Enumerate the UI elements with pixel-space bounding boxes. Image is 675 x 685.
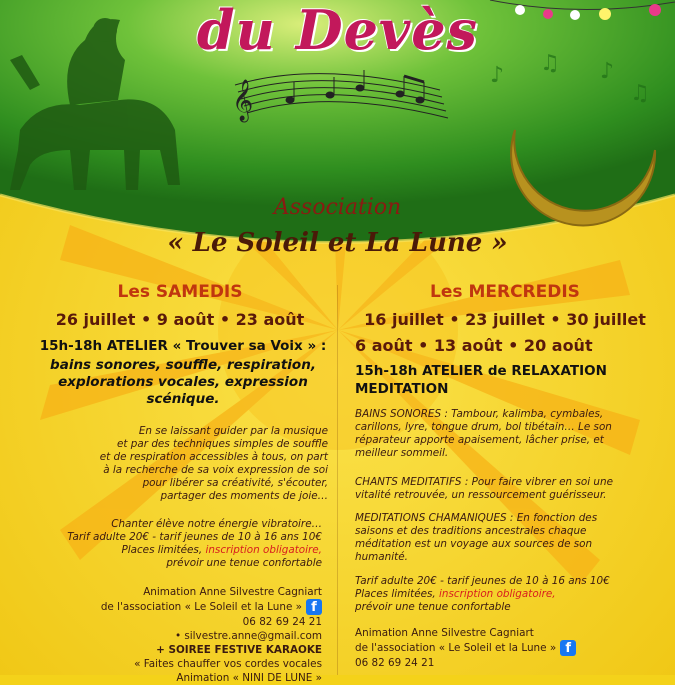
left-desc-line: bains sonores, souffle, respiration, <box>50 357 316 373</box>
left-energy: Chanter élève notre énergie vibratoire… <box>111 518 322 530</box>
right-tenue: prévoir une tenue confortable <box>355 601 511 613</box>
right-pricing <box>355 575 665 614</box>
right-medit-line: méditation est un voyage aux sources de son <box>355 538 593 550</box>
right-bains <box>355 408 665 460</box>
left-soiree: + SOIREE FESTIVE KARAOKE <box>156 644 322 656</box>
right-chants-line: vitalité retrouvée, un ressourcement guérisseur. <box>355 489 607 501</box>
facebook-icon[interactable]: f <box>560 640 576 656</box>
right-inscription: inscription obligatoire, <box>439 588 556 600</box>
left-contact <box>20 585 322 685</box>
svg-text:𝄞: 𝄞 <box>232 80 254 121</box>
association-name: « Le Soleil et La Lune » <box>167 228 508 258</box>
svg-text:♫: ♫ <box>630 81 650 106</box>
left-body-line: pour libérer sa créativité, s'écouter, <box>142 477 328 489</box>
page-title: du Devès <box>196 0 479 62</box>
association-label: Association <box>273 195 402 220</box>
right-bains-line: réparateur apporte apaisement, lâcher prise, et <box>355 434 604 446</box>
facebook-icon[interactable]: f <box>306 599 322 615</box>
left-places <box>20 544 322 557</box>
right-places-prefix: Places limitées, <box>355 588 440 600</box>
right-day-heading: Les MERCREDIS <box>430 282 580 302</box>
right-chants <box>355 476 665 502</box>
left-desc-line: scénique. <box>146 391 220 407</box>
left-assoc-text: de l'association « Le Soleil et la Lune » <box>100 601 302 613</box>
right-assoc-text: de l'association « Le Soleil et la Lune » <box>355 642 557 654</box>
right-bains-line: BAINS SONORES : Tambour, kalimba, cymbales, <box>355 408 604 420</box>
right-dates-2: 6 août • 13 août • 20 août <box>355 336 593 355</box>
right-animation: Animation Anne Silvestre Cagniart <box>355 627 534 639</box>
right-contact <box>355 626 665 670</box>
left-description <box>28 357 338 408</box>
right-assoc-line <box>355 640 665 656</box>
left-body-line: et par des techniques simples de souffle <box>117 438 328 450</box>
left-desc-line: explorations vocales, expression <box>58 374 308 390</box>
left-email[interactable]: • silvestre.anne@gmail.com <box>174 630 322 642</box>
left-cordes: « Faites chauffer vos cordes vocales <box>134 658 322 670</box>
left-body-line: à la recherche de sa voix expression de soi <box>103 464 328 476</box>
right-atelier-2: MEDITATION <box>355 381 449 397</box>
left-dates: 26 juillet • 9 août • 23 août <box>55 310 305 329</box>
right-tarif: Tarif adulte 20€ - tarif jeunes de 10 à 16 ans 10€ <box>355 575 610 587</box>
left-body <box>20 425 328 503</box>
right-bains-line: meilleur sommeil. <box>355 447 449 459</box>
left-day-heading: Les SAMEDIS <box>117 282 243 302</box>
left-tarif: Tarif adulte 20€ - tarif jeunes de 10 à 16 ans 10€ <box>67 531 322 543</box>
right-chants-line: CHANTS MEDITATIFS : Pour faire vibrer en soi une <box>355 476 613 488</box>
left-pricing <box>20 518 322 570</box>
left-assoc-line <box>20 599 322 615</box>
right-atelier-1: 15h-18h ATELIER de RELAXATION <box>355 363 607 379</box>
right-medit-line: MEDITATIONS CHAMANIQUES : En fonction des <box>355 512 598 524</box>
right-bains-line: carillons, lyre, tongue drum, bol tibétain… Le son <box>355 421 612 433</box>
left-animation: Animation Anne Silvestre Cagniart <box>143 586 322 598</box>
svg-text:♪: ♪ <box>600 59 615 84</box>
right-medit-line: humanité. <box>355 551 408 563</box>
right-medit-line: saisons et des traditions ancestrales chaque <box>355 525 587 537</box>
left-places-prefix: Places limitées, <box>121 544 206 556</box>
svg-text:♫: ♫ <box>540 51 560 76</box>
left-body-line: partager des moments de joie… <box>160 490 328 502</box>
left-body-line: En se laissant guider par la musique <box>138 425 328 437</box>
right-dates-1: 16 juillet • 23 juillet • 30 juillet <box>364 310 646 329</box>
right-places <box>355 588 665 601</box>
left-inscription: inscription obligatoire, <box>205 544 322 556</box>
right-medit <box>355 512 665 564</box>
left-body-line: et de respiration accessibles à tous, on part <box>99 451 328 463</box>
left-nini: Animation « NINI DE LUNE » <box>176 672 322 684</box>
svg-text:♪: ♪ <box>490 63 505 88</box>
left-atelier: 15h-18h ATELIER « Trouver sa Voix » : <box>39 338 327 354</box>
left-phone: 06 82 69 24 21 <box>242 616 322 628</box>
right-phone: 06 82 69 24 21 <box>355 657 435 669</box>
left-tenue: prévoir une tenue confortable <box>166 557 322 569</box>
